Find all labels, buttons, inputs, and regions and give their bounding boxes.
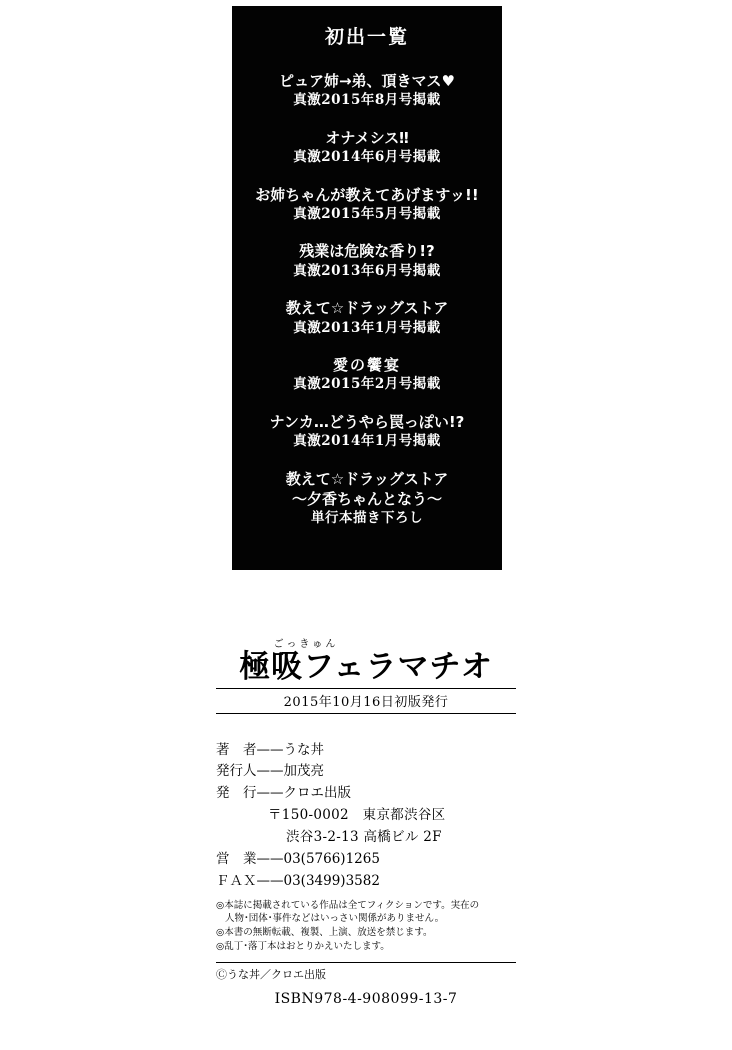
imprint-row-fax — [216, 871, 516, 893]
credit-work-title: ナンカ…どうやら罠っぽい!? — [269, 412, 465, 431]
credit-entry — [232, 185, 502, 225]
credit-entry — [232, 469, 502, 529]
credit-entry — [232, 128, 502, 168]
credit-work-title: 教えて☆ドラッグストア — [285, 469, 449, 488]
legal-notes — [216, 899, 516, 954]
credit-work-title: 愛の饗宴 — [332, 356, 401, 375]
credit-work-title: ピュア姉→弟、頂きマス♥ — [278, 72, 456, 90]
credit-entry — [232, 298, 502, 338]
book-title: 極吸フェラマチオ — [239, 649, 493, 685]
imprint-value: ——03(5766)1265 — [256, 850, 380, 867]
legal-note-line: ◎乱丁･落丁本はおとりかえいたします。 — [216, 940, 390, 952]
credit-issue: 真激2014年6月号掲載 — [293, 149, 441, 166]
imprint-row-publisher — [216, 783, 516, 805]
imprint-row-author — [216, 740, 516, 762]
imprint-value: ——うな丼 — [256, 741, 324, 758]
credit-work-subtitle: ～夕香ちゃんとなう～ — [291, 489, 442, 508]
credit-entry — [232, 71, 502, 111]
credit-issue: 単行本描き下ろし — [311, 510, 423, 527]
imprint-label: 著 者 — [216, 741, 257, 758]
legal-note-line: 人物･団体･事件などはいっさい関係がありません。 — [225, 913, 445, 925]
credit-work-title: 残業は危険な香り!? — [299, 242, 435, 261]
credit-issue: 真激2015年5月号掲載 — [293, 205, 441, 222]
credit-work-title: 教えて☆ドラッグストア — [285, 299, 449, 318]
credit-work-title: お姉ちゃんが教えてあげますッ!! — [255, 185, 479, 204]
title-ruby: ごっきゅん — [273, 639, 339, 650]
credit-issue: 真激2013年1月号掲載 — [293, 319, 441, 336]
imprint-block — [216, 740, 516, 893]
credit-issue: 真激2015年2月号掲載 — [293, 376, 441, 393]
legal-note-line: ◎本書の無断転載、複製、上演、放送を禁じます。 — [216, 927, 433, 939]
credit-issue: 真激2014年1月号掲載 — [293, 433, 441, 450]
imprint-label: 発行人 — [216, 763, 257, 780]
copyright-line: Ⓒうな丼／クロエ出版 — [216, 962, 516, 982]
legal-note-line: ◎本誌に掲載されている作品は全てフィクションです。実在の — [216, 899, 480, 911]
credit-entry — [232, 355, 502, 395]
imprint-row-publisher-person — [216, 761, 516, 783]
address-line-2: 渋谷3-2-13 高橋ビル 2F — [286, 828, 442, 845]
address-line-1: 〒150-0002 東京都渋谷区 — [268, 807, 446, 824]
credit-issue: 真激2015年8月号掲載 — [293, 92, 441, 109]
imprint-value: ——クロエ出版 — [256, 785, 351, 802]
imprint-label: 発 行 — [216, 785, 257, 802]
first-appearance-panel — [232, 6, 502, 570]
credit-entry — [232, 241, 502, 281]
imprint-row-tel — [216, 849, 516, 871]
credits-title: 初出一覧 — [324, 26, 409, 48]
publish-date: 2015年10月16日初版発行 — [216, 688, 516, 714]
imprint-label: 営 業 — [216, 850, 257, 867]
isbn-line: ISBN978-4-908099-13-7 — [274, 990, 458, 1007]
credit-issue: 真激2013年6月号掲載 — [293, 262, 441, 279]
credit-work-title: オナメシス‼ — [325, 128, 409, 147]
imprint-value: ——03(3499)3582 — [256, 872, 380, 889]
credit-entry — [232, 412, 502, 452]
imprint-value: ——加茂亮 — [256, 763, 324, 780]
imprint-label: ＦＡＸ — [216, 872, 257, 889]
colophon — [0, 640, 732, 1007]
